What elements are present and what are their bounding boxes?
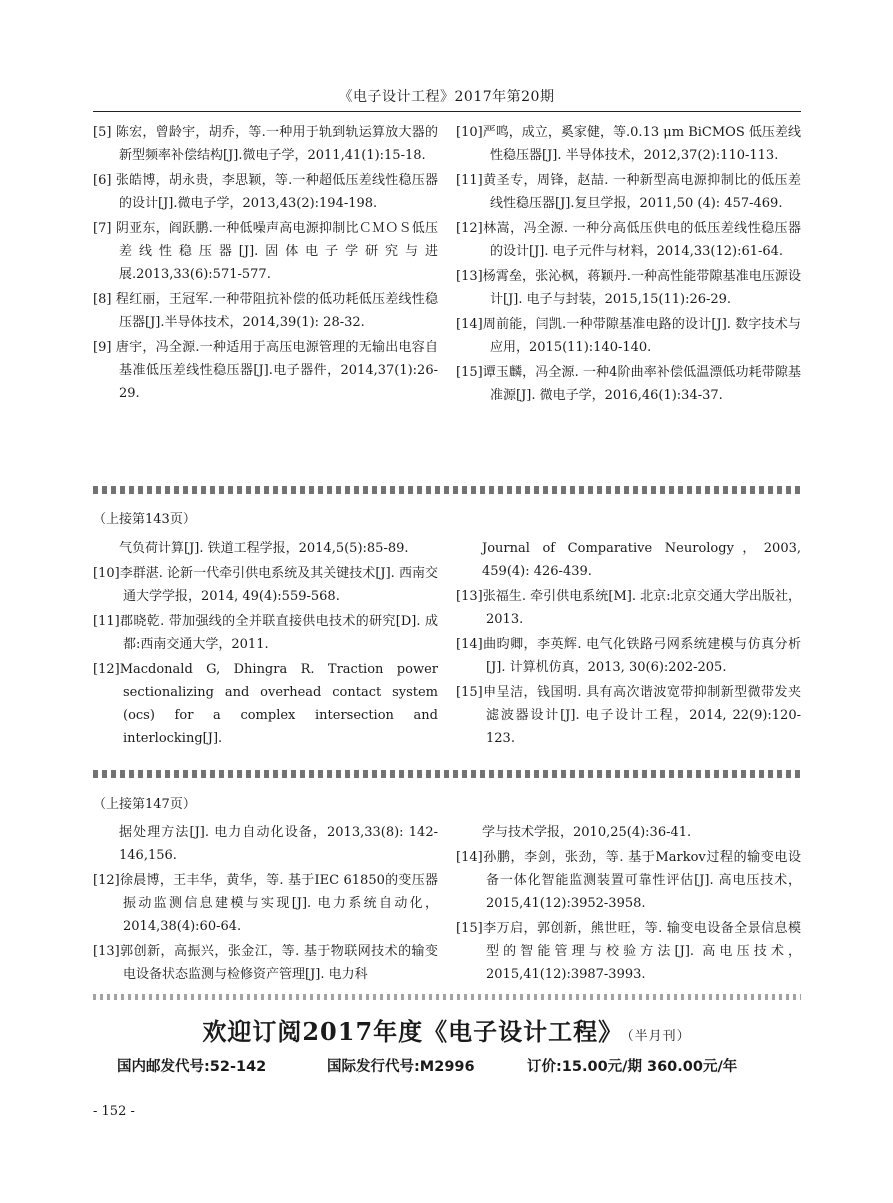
subscription-price: 订价:15.00元/期 360.00元/年	[527, 1059, 738, 1075]
references-column-right	[456, 121, 801, 407]
references-section-1	[93, 121, 801, 441]
reference-item	[93, 169, 438, 215]
reference-text: 张皓博，胡永贵，李思颖，等.一种超低压差线性稳压器的设计[J].微电子学，2013,43(2):194-198.	[115, 173, 438, 211]
reference-item	[456, 585, 801, 631]
references-column-left	[93, 537, 438, 750]
reference-text: 张福生. 牵引供电系统[M]. 北京:北京交通大学出版社，2013.	[482, 589, 801, 627]
reference-text: 李群湛. 论新一代牵引供电系统及其关键技术[J]. 西南交通大学学报，2014, 49(4):559-568.	[119, 566, 438, 604]
reference-text: 申呈洁，钱国明. 具有高次谐波宽带抑制新型微带发夹滤波器设计[J]. 电子设计工程，2014, 22(9):120-123.	[482, 685, 801, 746]
reference-number: [9]	[93, 340, 112, 355]
reference-number: [15]	[456, 685, 483, 700]
reference-text: 郡晓乾. 带加强线的全并联直接供电技术的研究[D]. 成都:西南交通大学，2011.	[119, 614, 438, 652]
reference-number: [13]	[456, 589, 483, 604]
reference-number: [13]	[93, 944, 120, 959]
reference-item	[456, 633, 801, 679]
subscription-ad-title	[0, 1012, 893, 1047]
reference-text: 林嵩，冯全源. 一种分高低压供电的低压差线性稳压器的设计[J]. 电子元件与材料，2014,33(12):61-64.	[482, 221, 801, 259]
reference-text: Macdonald G, Dhingra R. Traction power sectionalizing and overhead contact system (ocs) for a complex intersection and interlocking[J].	[119, 662, 438, 746]
reference-item	[456, 121, 801, 167]
reference-number: [15]	[456, 921, 483, 936]
reference-number: [14]	[456, 317, 483, 332]
reference-item	[93, 336, 438, 405]
header-rule	[93, 111, 801, 112]
reference-item	[93, 869, 438, 938]
reference-number: [10]	[456, 125, 483, 140]
reference-text: 唐宇，冯全源.一种适用于高压电源管理的无输出电容自基准低压差线性稳压器[J].电子器件，2014,37(1):26-29.	[115, 340, 438, 401]
reference-item	[93, 610, 438, 656]
reference-text: 黄圣专，周锋，赵喆. 一种新型高电源抑制比的低压差线性稳压器[J].复旦学报，2011,50 (4): 457-469.	[482, 173, 801, 211]
continued-from-label: （上接第147页）	[93, 797, 196, 812]
reference-continuation: 据处理方法[J]. 电力自动化设备，2013,33(8): 142-146,156.	[119, 825, 438, 863]
reference-item	[93, 217, 438, 286]
references-column-right	[456, 821, 801, 986]
reference-item	[456, 313, 801, 359]
reference-continuation: 气负荷计算[J]. 铁道工程学报，2014,5(5):85-89.	[119, 541, 409, 556]
reference-text: 孙鹏，李剑，张劲，等. 基于Markov过程的输变电设备一体化智能监测装置可靠性评估[J]. 高电压技术，2015,41(12):3952-3958.	[482, 850, 801, 911]
reference-number: [13]	[456, 269, 483, 284]
references-column-left	[93, 821, 438, 986]
reference-text: 周前能，闫凯.一种带隙基准电路的设计[J]. 数字技术与应用，2015(11):140-140.	[482, 317, 801, 355]
ad-title-text: 欢迎订阅2017年度《电子设计工程》	[202, 1017, 624, 1046]
reference-text: 谭玉麟，冯全源. 一种4阶曲率补偿低温漂低功耗带隙基准源[J]. 微电子学，2016,46(1):34-37.	[482, 365, 801, 403]
ad-subtitle: （半月刊）	[627, 1029, 691, 1044]
reference-number: [15]	[456, 365, 483, 380]
reference-item	[93, 562, 438, 608]
references-section-3	[93, 821, 801, 981]
reference-item	[93, 658, 438, 750]
journal-header: 《电子设计工程》2017年第20期	[338, 89, 555, 105]
reference-item	[456, 846, 801, 915]
reference-text: 程红丽，王冠军.一种带阻抗补偿的低功耗低压差线性稳压器[J].半导体技术，2014,39(1): 28-32.	[115, 292, 438, 330]
reference-text: 杨霄垒，张沁枫，蒋颖丹.一种高性能带隙基准电压源设计[J]. 电子与封装，2015,15(11):26-29.	[482, 269, 801, 307]
reference-continuation: 学与技术学报，2010,25(4):36-41.	[482, 825, 692, 840]
reference-text: 徐晨博，王丰华，黄华，等. 基于IEC 61850的变压器振动监测信息建模与实现[J]. 电力系统自动化，2014,38(4):60-64.	[119, 873, 438, 934]
reference-item	[456, 917, 801, 986]
reference-text: 李万启，郭创新，熊世旺，等. 输变电设备全景信息模型的智能管理与校验方法[J]. 高电压技术，2015,41(12):3987-3993.	[482, 921, 801, 982]
reference-number: [5]	[93, 125, 112, 140]
reference-text: 曲昀卿，李英辉. 电气化铁路弓网系统建模与仿真分析[J]. 计算机仿真，2013, 30(6):202-205.	[482, 637, 801, 675]
reference-text: 严鸣，成立，奚家健，等.0.13 μm BiCMOS 低压差线性稳压器[J]. 半导体技术，2012,37(2):110-113.	[482, 125, 801, 163]
continued-from-label: （上接第143页）	[93, 512, 196, 527]
reference-item	[456, 681, 801, 750]
reference-number: [10]	[93, 566, 120, 581]
references-column-left	[93, 121, 438, 405]
reference-item	[93, 288, 438, 334]
international-code: 国际发行代号:M2996	[327, 1059, 475, 1075]
reference-text: 陈宏，曾龄宇，胡乔，等.一种用于轨到轨运算放大器的新型频率补偿结构[J].微电子学，2011,41(1):15-18.	[115, 125, 438, 163]
section-divider	[93, 486, 801, 494]
reference-number: [12]	[93, 662, 120, 677]
reference-item	[456, 217, 801, 263]
reference-number: [11]	[93, 614, 120, 629]
reference-item	[93, 940, 438, 986]
reference-number: [7]	[93, 221, 112, 236]
reference-text: 郭创新，高振兴，张金江，等. 基于物联网技术的输变电设备状态监测与检修资产管理[J]. 电力科	[119, 944, 438, 982]
references-column-right	[456, 537, 801, 750]
reference-continuation: Journal of Comparative Neurology，2003, 459(4): 426-439.	[482, 541, 801, 579]
reference-number: [12]	[93, 873, 120, 888]
reference-number: [14]	[456, 637, 483, 652]
references-section-2	[93, 537, 801, 757]
reference-number: [11]	[456, 173, 483, 188]
reference-text: 阴亚东，阎跃鹏.一种低噪声高电源抑制比ＣＭＯＳ低压差线性稳压器[J].固体电子学研究与进展.2013,33(6):571-577.	[115, 221, 438, 282]
reference-number: [14]	[456, 850, 483, 865]
reference-number: [8]	[93, 292, 112, 307]
reference-item	[93, 121, 438, 167]
section-divider	[93, 770, 801, 778]
domestic-postal-code: 国内邮发代号:52-142	[117, 1059, 267, 1075]
reference-number: [6]	[93, 173, 112, 188]
ad-divider	[93, 994, 801, 1000]
reference-item	[456, 361, 801, 407]
page-number: - 152 -	[93, 1104, 135, 1119]
reference-number: [12]	[456, 221, 483, 236]
reference-item	[456, 265, 801, 311]
reference-item	[456, 169, 801, 215]
